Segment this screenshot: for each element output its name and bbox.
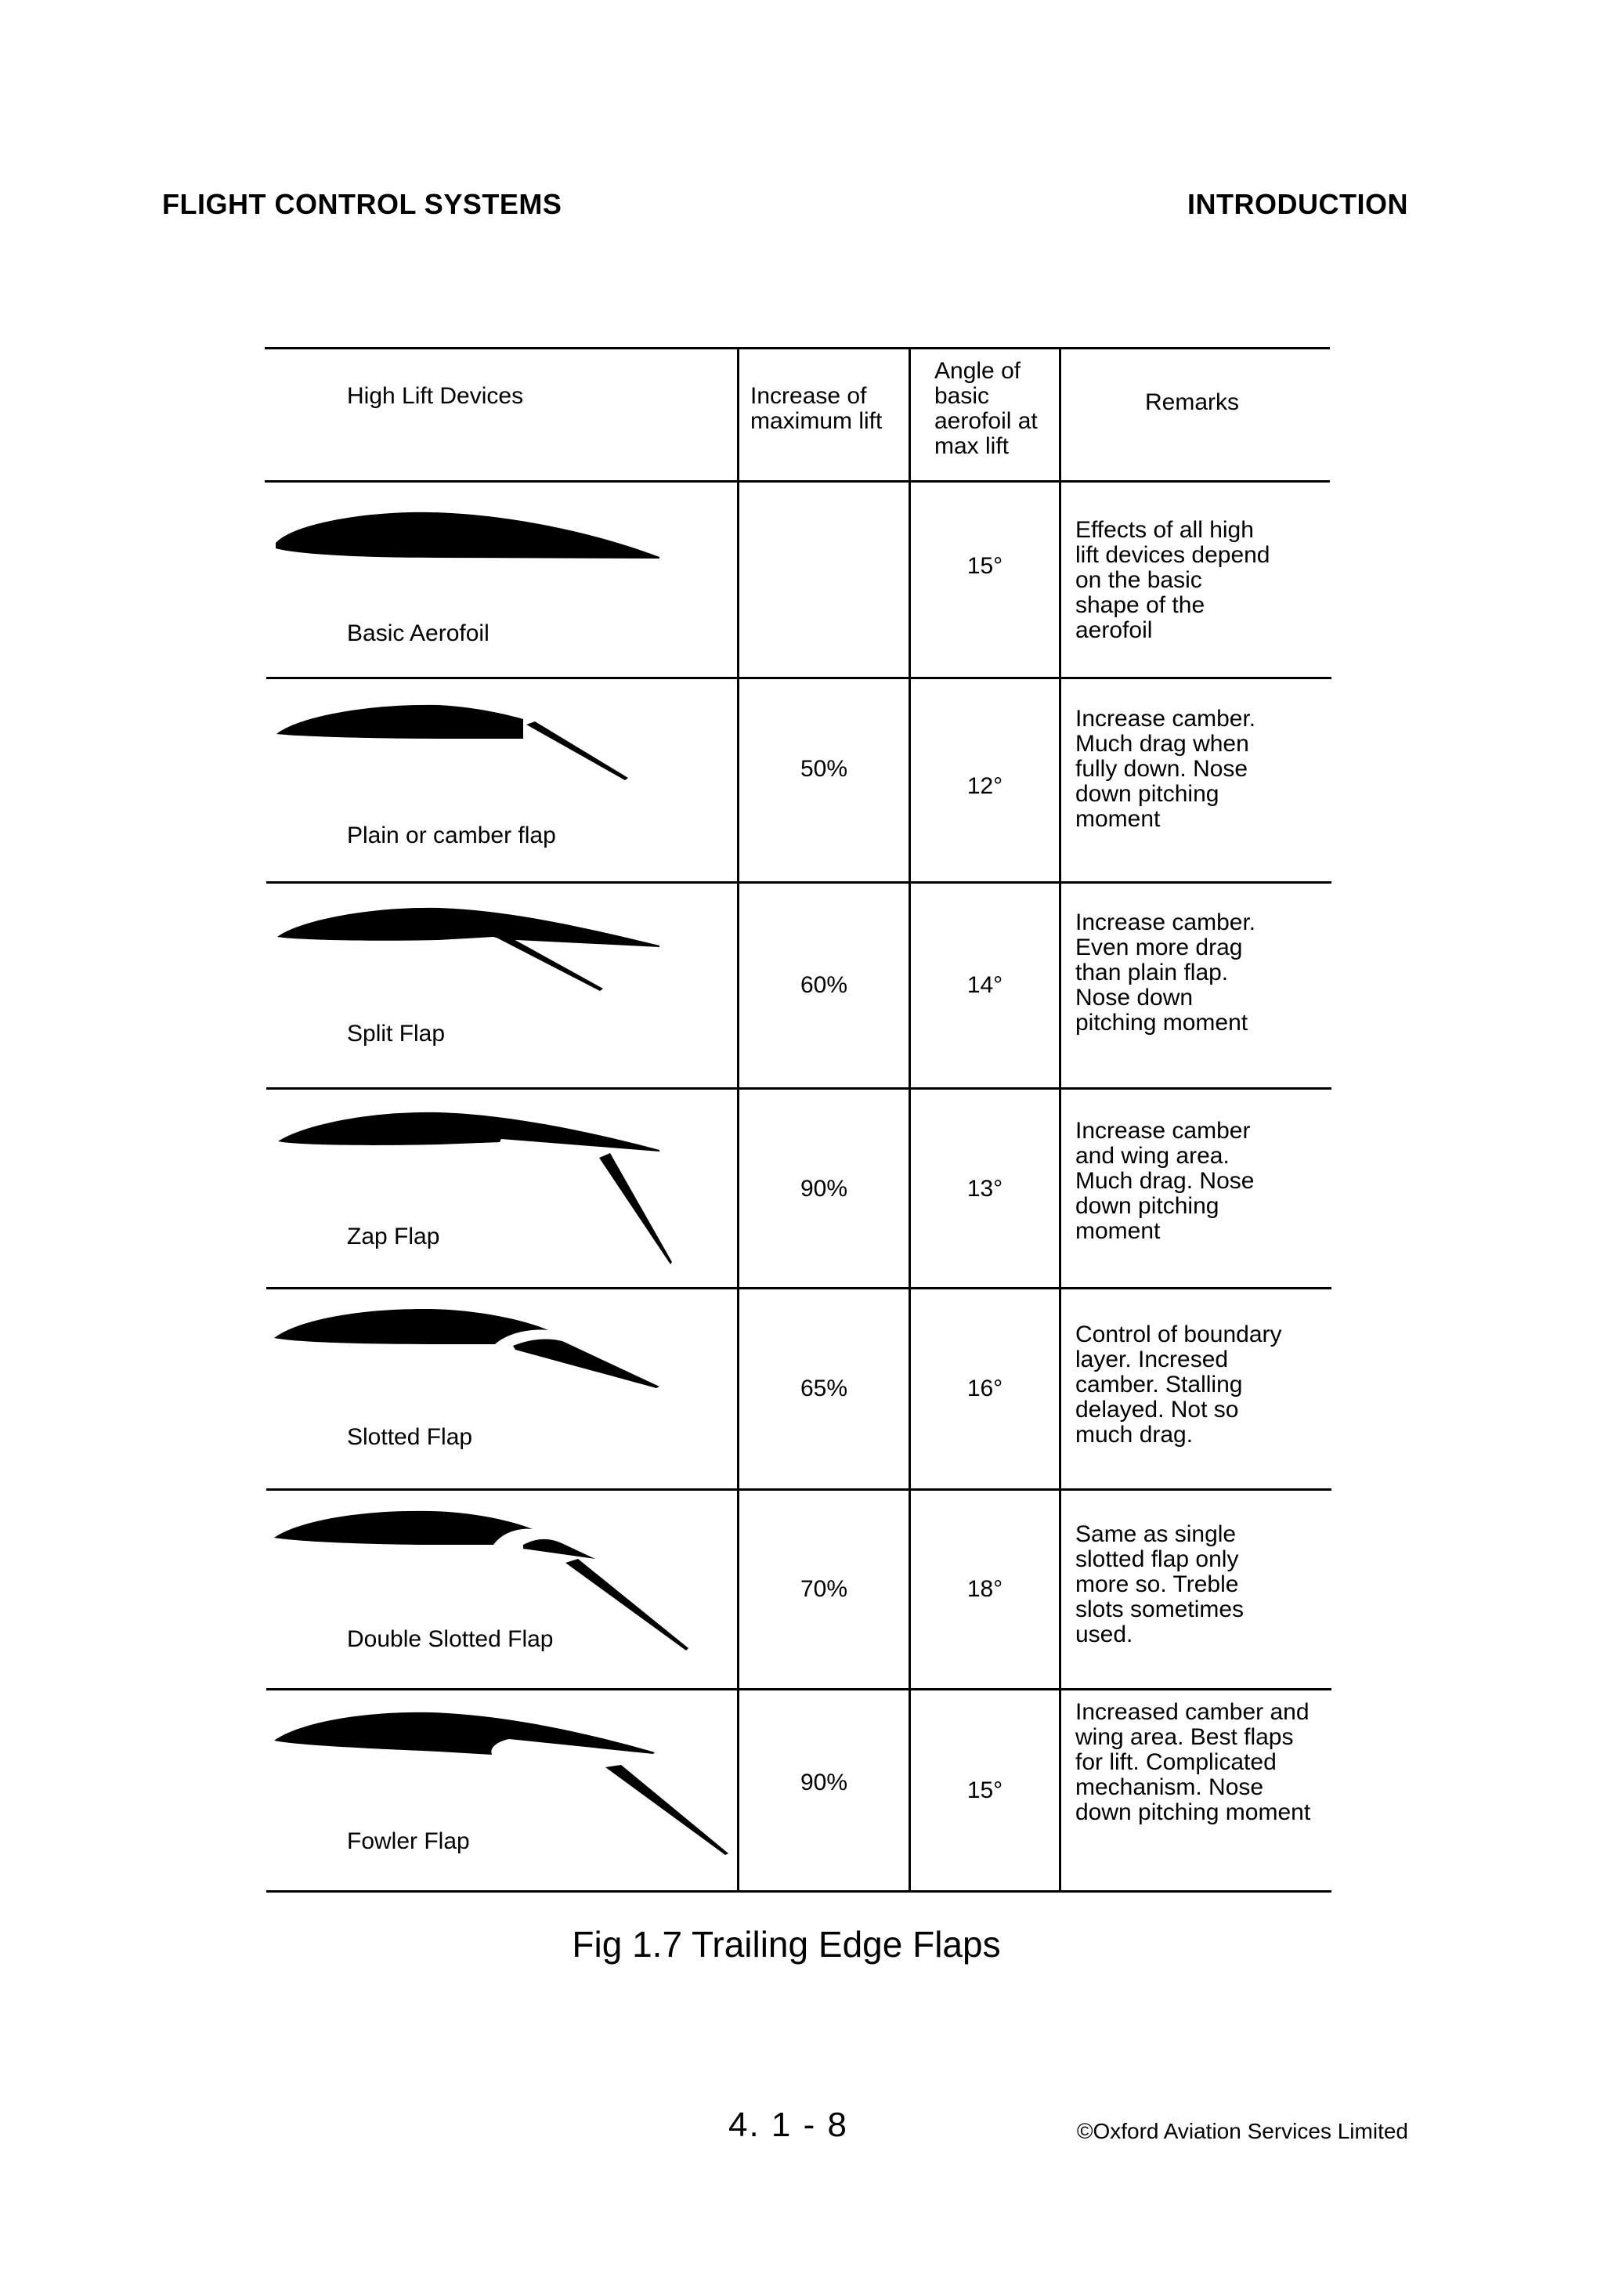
angle-value: 15°: [966, 1777, 1003, 1803]
angle-value: 13°: [966, 1176, 1003, 1202]
plain-flap-icon: [266, 689, 736, 893]
column-header-remarks: Remarks: [1145, 389, 1240, 415]
column-header-device: High Lift Devices: [347, 383, 524, 409]
increase-value: 70%: [800, 1576, 848, 1602]
angle-value: 18°: [966, 1576, 1003, 1602]
angle-value: 14°: [966, 972, 1003, 998]
remarks-text: Increase camber and wing area. Much drag. Nose down pitching moment: [1075, 1118, 1255, 1244]
figure-caption: Fig 1.7 Trailing Edge Flaps: [572, 1924, 1001, 1965]
remarks-text: Same as single slotted flap only more so. Treble slots sometimes used.: [1075, 1521, 1245, 1647]
page-number: 4. 1 - 8: [728, 2106, 848, 2144]
increase-value: 90%: [800, 1176, 848, 1202]
fowler-flap-icon: [266, 1700, 736, 1904]
device-name: Plain or camber flap: [347, 823, 556, 848]
double-slotted-flap-icon: [266, 1500, 736, 1704]
increase-value: 60%: [800, 972, 848, 998]
split-flap-icon: [266, 893, 736, 1097]
remarks-text: Increased camber and wing area. Best flaps for lift. Complicated mechanism. Nose down pitching moment: [1075, 1699, 1311, 1825]
device-name: Fowler Flap: [347, 1828, 470, 1854]
basic-aerofoil-icon: [266, 494, 736, 697]
device-name: Basic Aerofoil: [347, 620, 490, 646]
angle-value: 12°: [966, 773, 1003, 799]
increase-value: 65%: [800, 1376, 848, 1401]
remarks-text: Increase camber. Much drag when fully down. Nose down pitching moment: [1075, 706, 1256, 832]
remarks-text: Control of boundary layer. Incresed camber. Stalling delayed. Not so much drag.: [1075, 1322, 1282, 1448]
copyright-notice: ©Oxford Aviation Services Limited: [1076, 2119, 1408, 2143]
device-name: Split Flap: [347, 1021, 446, 1047]
angle-value: 15°: [966, 553, 1003, 579]
slotted-flap-icon: [266, 1296, 736, 1500]
zap-flap-icon: [266, 1097, 736, 1300]
column-header-increase: Increase of maximum lift: [750, 383, 883, 434]
document-header-title: FLIGHT CONTROL SYSTEMS: [162, 188, 562, 220]
increase-value: 50%: [800, 756, 848, 782]
document-header-section: INTRODUCTION: [1187, 188, 1408, 220]
remarks-text: Effects of all high lift devices depend on the basic shape of the aerofoil: [1075, 517, 1270, 643]
remarks-text: Increase camber. Even more drag than plain flap. Nose down pitching moment: [1075, 909, 1256, 1036]
angle-value: 16°: [966, 1376, 1003, 1401]
column-header-angle: Angle of basic aerofoil at max lift: [934, 358, 1038, 459]
device-name: Zap Flap: [347, 1224, 440, 1249]
increase-value: 90%: [800, 1770, 848, 1795]
device-name: Slotted Flap: [347, 1424, 473, 1450]
device-name: Double Slotted Flap: [347, 1626, 554, 1652]
